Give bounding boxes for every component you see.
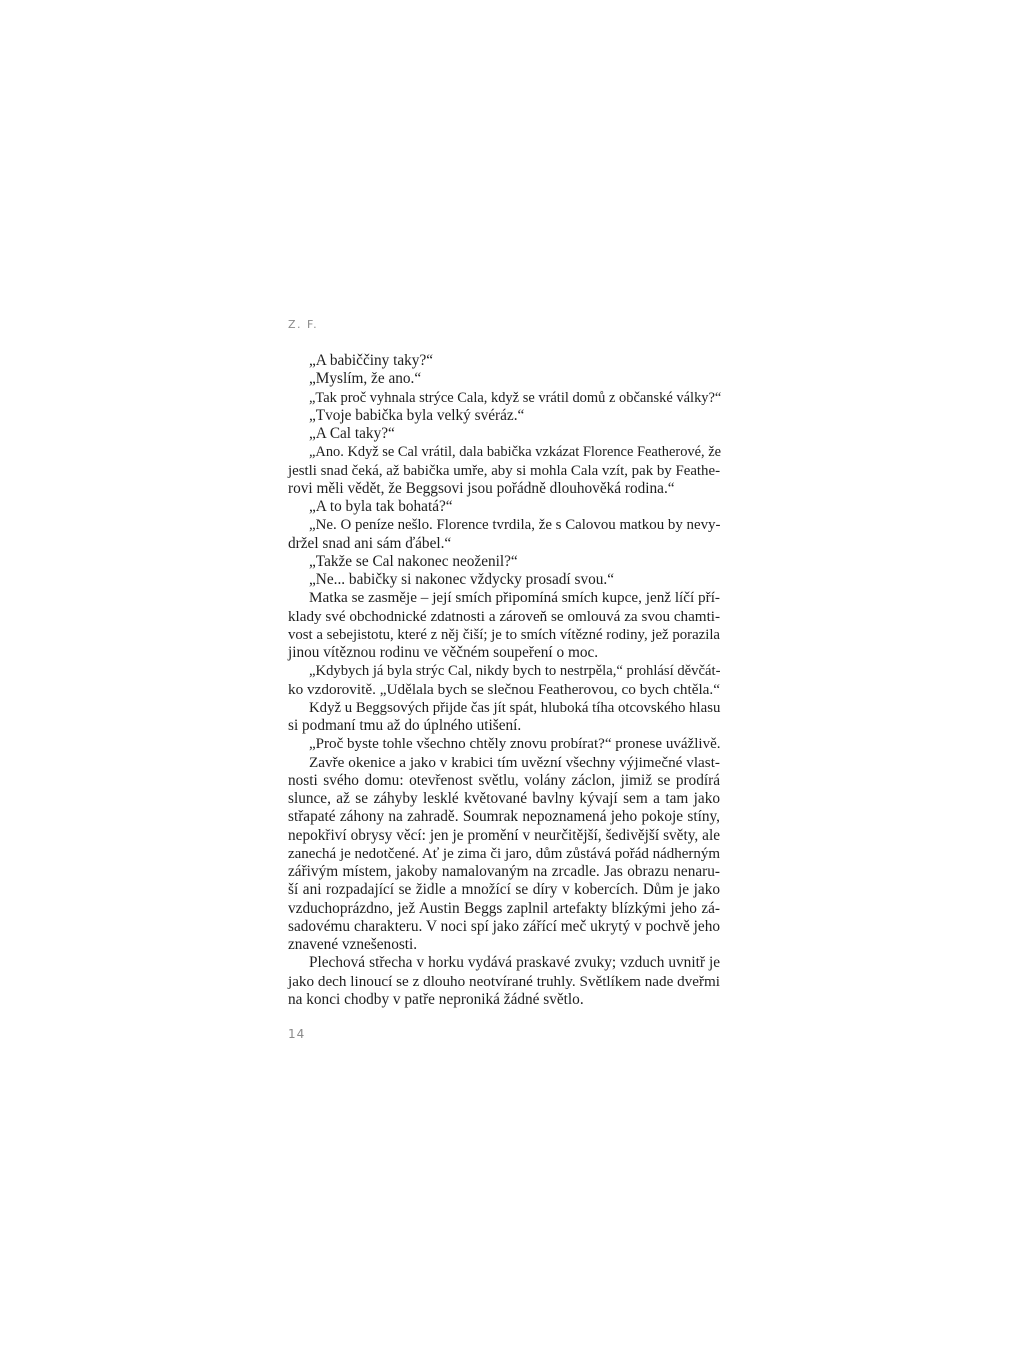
text-line: nosti svého domu: otevřenost světlu, volány záclon, jimiž se prodírá	[288, 771, 720, 789]
text-line: jestli snad čeká, až babička umře, aby si mohla Cala vzít, pak by Feathe-	[288, 462, 721, 479]
text-line: ší ani rozpadající se židle a množící se díry v kobercích. Dům je jako	[288, 881, 720, 899]
text-line: držel snad ani sám ďábel.“	[288, 534, 452, 552]
text-line: na konci chodby v patře neproniká žádné světlo.	[288, 990, 584, 1008]
text-line: „Takže se Cal nakonec neoženil?“	[309, 552, 518, 570]
text-line: „Ne. O peníze nešlo. Florence tvrdila, že s Calovou matkou by nevy-	[309, 517, 721, 534]
text-line: „A to byla tak bohatá?“	[309, 498, 453, 515]
text-line: jinou vítěznou rodinu ve věčném soupeření o moc.	[288, 644, 599, 661]
text-line: „Kdybych já byla strýc Cal, nikdy bych to nestrpěla,“ prohlásí děvčát-	[309, 663, 721, 680]
text-line: „Myslím, že ano.“	[309, 370, 422, 388]
text-line: zářivým místem, jakoby namalovaným na zrcadle. Jas obrazu nenaru-	[288, 863, 720, 880]
text-line: „Tvoje babička byla velký svéráz.“	[309, 406, 525, 424]
text-line: znavené vznešenosti.	[288, 936, 418, 953]
text-line: nepokřiví obrysy věcí: jen je promění v neurčitější, šedivější světy, ale	[288, 826, 720, 844]
body-text	[288, 352, 720, 1009]
text-line: vost a sebejistotu, které z něj čiší; je to smích vítězné rodiny, jež porazila	[288, 626, 720, 643]
text-line: „Proč byste tohle všechno chtěly znovu probírat?“ pronese uvážlivě.	[309, 736, 721, 753]
text-line: si podmaní tmu až do úplného utišení.	[288, 717, 522, 734]
text-line: „Tak proč vyhnala strýce Cala, když se vrátil domů z občanské války?“	[309, 389, 722, 406]
text-line: rovi měli vědět, že Beggsovi jsou pořádně dlouhověká rodina.“	[288, 479, 675, 497]
running-head: Z. F.	[288, 318, 319, 331]
text-line: střapaté záhony na zahradě. Soumrak nepoznamená jeho pokoje stíny,	[288, 808, 720, 826]
text-line: jako dech linoucí se z dlouho neotvírané truhly. Světlíkem nade dveřmi	[288, 972, 720, 990]
text-line: Matka se zasměje – její smích připomíná smích kupce, jenž líčí pří-	[309, 589, 720, 607]
text-line: sadovému charakteru. V noci spí jako zářící meč ukrytý v pochvě jeho	[288, 917, 720, 935]
text-line: Zavře okenice a jako v krabici tím uvězní všechny výjimečné vlast-	[309, 753, 720, 771]
text-line: ko vzdorovitě. „Udělala bych se slečnou Featherovou, co bych chtěla.“	[288, 680, 720, 698]
text-line: klady své obchodnické zdatnosti a zároveň se omlouvá za svou chamti-	[288, 608, 720, 625]
text-line: zanechá je nedotčené. Ať je zima či jaro, dům zůstává pořád nádherným	[288, 845, 720, 862]
page-number: 14	[288, 1027, 306, 1041]
text-line: Když u Beggsových přijde čas jít spát, hluboká tíha otcovského hlasu	[309, 699, 721, 716]
text-line: „Ne... babičky si nakonec vždycky prosadí svou.“	[309, 571, 614, 588]
text-line: Plechová střecha v horku vydává praskavé zvuky; vzduch uvnitř je	[309, 954, 720, 972]
text-line: slunce, až se záhyby lesklé květované bavlny kývají sem a tam jako	[288, 790, 720, 807]
text-line: vzduchoprázdno, jež Austin Beggs zaplnil artefakty blízkými jeho zá-	[288, 899, 720, 917]
text-line: „A babiččiny taky?“	[309, 352, 434, 369]
text-line: „Ano. Když se Cal vrátil, dala babička vzkázat Florence Featherové, že	[309, 444, 722, 461]
text-line: „A Cal taky?“	[309, 425, 395, 442]
